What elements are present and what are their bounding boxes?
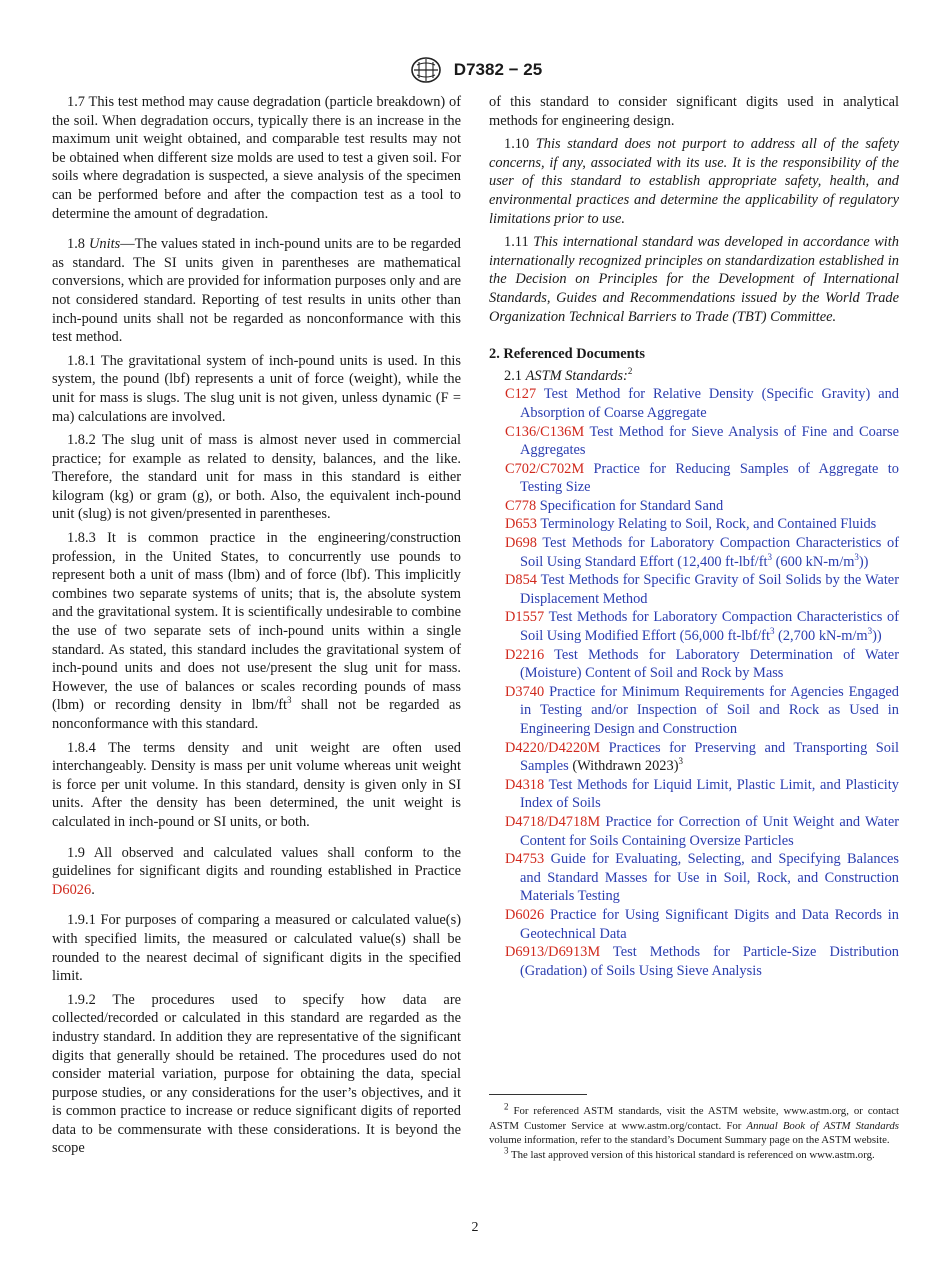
ref-code[interactable]: D854 (505, 572, 537, 589)
ref-title-part: )) (858, 553, 869, 570)
ref-code[interactable]: D698 (505, 535, 537, 552)
ref-item-d6913[interactable] (489, 943, 899, 980)
ref-item-c778[interactable] (489, 497, 899, 516)
para-1-9-text-b: . (91, 881, 95, 898)
ref-code[interactable]: D3740 (505, 683, 545, 700)
ref-title-part: )) (872, 628, 882, 645)
ref-code[interactable]: D4718/D4718M (505, 813, 601, 830)
ref-item-d854[interactable] (489, 571, 899, 608)
para-1-8-3-text-a: 1.8.3 It is common practice in the engineering/construction profession, in the United States, to concurrently use pounds to represent both a unit of mass (lbm) and of force (lbf). This implicitly combines two separate systems of units; that is, the absolute system and the gravitational system. It is scientifically undesirable to combine the use of two separate sets of inch-pound units within a single standard. As stated, this standard includes the gravitational system of inch-pound units and does not use/present the slug unit for mass. However, the use of balances or scales recording pounds of mass (lbm) or recording density in lbm/ft (52, 530, 461, 714)
para-1-10-text: This standard does not purport to address all of the safety concerns, if any, associated with its use. It is the responsibility of the user of this standard to establish appropriate safety, health, and environmental practices and determine the applicability of regulatory limitations prior to use. (489, 136, 899, 227)
para-1-8-4: 1.8.4 The terms density and unit weight are often used interchangeably. Density is mass per unit volume whereas unit weight is force per unit volume. In this standard, density is given only in SI units. After the density has been determined, the unit weight is calculated in inch-pound or SI units, or both. (52, 739, 461, 830)
footnote-2 (489, 1101, 899, 1148)
para-1-8-text: —The values stated in inch-pound units are to be regarded as standard. The SI units given in parentheses are mathematical conversions, which are provided for information purposes only and are not considered standard. Reporting of test results in units other than inch-pound units shall not be regarded as nonconformance with this test method. (52, 236, 461, 346)
ref-item-d3740[interactable] (489, 683, 899, 739)
footnote-ref-3[interactable]: 3 (678, 756, 683, 767)
ref-title[interactable]: Guide for Evaluating, Selecting, and Specifying Balances and Standard Masses for Use in Soil, Rock, and Construction Materials Testing (520, 851, 899, 905)
ref-item-d4220[interactable] (489, 739, 899, 776)
para-1-8-3 (52, 529, 461, 734)
ref-title[interactable]: Terminology Relating to Soil, Rock, and Contained Fluids (540, 516, 877, 533)
section-2-title: 2. Referenced Documents (489, 346, 645, 363)
footnotes (489, 1101, 899, 1162)
footnote-2-italic: Annual Book of ASTM Standards (746, 1119, 899, 1132)
para-2-1 (489, 367, 899, 386)
para-1-8-label: Units (89, 236, 121, 253)
ref-item-c127[interactable] (489, 385, 899, 422)
para-1-11-text: This international standard was developed in accordance with internationally recognized principles on standardization established in the Decision on Principles for the Development of International Standards, Guides and Recommendations issued by the World Trade Organization Technical Barriers to Trade (TBT) Committee. (489, 234, 899, 325)
ref-code[interactable]: D653 (505, 516, 537, 533)
para-1-8 (52, 235, 461, 347)
para-1-8-3-text-b: shall not be regarded as nonconformance with this standard. (52, 697, 461, 732)
ref-title[interactable]: Specification for Standard Sand (539, 497, 724, 514)
ref-title-part: Test Methods for Laboratory Compaction Characteristics of Soil Using Modified Effort (56,000 ft-lbf/ft (520, 609, 899, 645)
footnote-ref-2[interactable]: 2 (627, 365, 633, 376)
ref-item-d6026[interactable] (489, 906, 899, 943)
footnote-3-text: The last approved version of this historical standard is referenced on www.astm.org. (508, 1148, 875, 1161)
superscript: 3 (769, 626, 775, 637)
para-1-8-number: 1.8 (67, 236, 85, 253)
ref-item-d653[interactable] (489, 515, 899, 534)
ref-item-d1557[interactable] (489, 608, 899, 645)
ref-item-d4753[interactable] (489, 850, 899, 906)
ref-item-d2216[interactable] (489, 646, 899, 683)
right-column (489, 93, 899, 980)
superscript: 3 (767, 551, 773, 562)
para-1-11 (489, 233, 899, 326)
ref-title[interactable]: Practice for Minimum Requirements for Agencies Engaged in Testing and/or Inspection of Soil and Rock as Used in Engineering Design and Construction (520, 683, 899, 737)
referenced-documents-list (489, 385, 899, 980)
footnote-2-text-b: volume information, refer to the standard’s Document Summary page on the ASTM website. (489, 1134, 890, 1146)
footnote-2-text-a: For referenced ASTM standards, visit the ASTM website, www.astm.org, or contact ASTM Customer Service at www.astm.org/contact. For (489, 1105, 899, 1132)
ref-code[interactable]: C136/C136M (505, 423, 585, 440)
page-header (0, 56, 950, 84)
ref-code[interactable]: D2216 (505, 646, 545, 663)
ref-item-c136[interactable] (489, 423, 899, 460)
ref-item-d4718[interactable] (489, 813, 899, 850)
ref-title-part: (600 kN-m/m (772, 553, 855, 570)
ref-title[interactable]: Practice for Reducing Samples of Aggregate to Testing Size (520, 460, 899, 496)
ref-title[interactable]: Test Method for Relative Density (Specific Gravity) and Absorption of Coarse Aggregate (520, 386, 899, 421)
ref-title[interactable]: Test Methods for Laboratory Determination of Water (Moisture) Content of Soil and Rock by Mass (520, 646, 899, 682)
ref-item-d4318[interactable] (489, 776, 899, 813)
ref-title[interactable]: Practice for Using Significant Digits and Data Records in Geotechnical Data (520, 906, 899, 942)
link-d6026[interactable]: D6026 (52, 881, 92, 898)
footnote-number: 2 (504, 1101, 509, 1112)
ref-title[interactable]: Practices for Preserving and Transporting Soil Samples (520, 739, 899, 775)
para-2-1-number: 2.1 (504, 367, 522, 384)
para-1-8-1: 1.8.1 The gravitational system of inch-pound units is used. In this system, the pound (lbf) represents a unit of force (weight), while the unit for mass is slugs. The slug unit is not given, unless dynamic (F = ma) calculations are involved. (52, 352, 461, 425)
footnote-divider (489, 1094, 587, 1095)
para-1-11-number: 1.11 (504, 234, 529, 251)
ref-title[interactable]: Test Methods for Specific Gravity of Soil Solids by the Water Displacement Method (520, 572, 899, 607)
astm-logo-icon (408, 56, 444, 84)
ref-title[interactable] (520, 609, 899, 644)
ref-title-part: Test Methods for Laboratory Compaction Characteristics of Soil Using Standard Effort (12,400 ft-lbf/ft (520, 535, 899, 570)
ref-code[interactable]: C702/C702M (505, 460, 585, 477)
ref-code[interactable]: C778 (505, 497, 537, 514)
ref-code[interactable]: D6026 (505, 906, 545, 923)
para-2-1-label: ASTM Standards: (525, 367, 628, 384)
para-1-9-1: 1.9.1 For purposes of comparing a measured or calculated value(s) with specified limits, the measured or calculated value(s) shall be rounded to the nearest decimal of significant digits in the specified limit. (52, 912, 461, 985)
footnote-number: 3 (504, 1144, 509, 1155)
ref-code[interactable]: D4318 (505, 776, 545, 793)
superscript: 3 (287, 695, 292, 706)
ref-code[interactable]: C127 (505, 386, 537, 403)
ref-title[interactable]: Test Methods for Liquid Limit, Plastic Limit, and Plasticity Index of Soils (520, 776, 899, 812)
para-1-10-number: 1.10 (504, 136, 530, 153)
para-1-7: 1.7 This test method may cause degradation (particle breakdown) of the soil. When degradation occurs, typically there is an increase in the maximum unit weight obtained, and comparable test results may not be obtained when different size molds are used to test a given soil. For soils where degradation is suspected, a sieve analysis of the specimen can be performed before and after the compaction test as a tool to determine the amount of degradation. (52, 94, 461, 222)
para-1-9-text-a: 1.9 All observed and calculated values shall conform to the guidelines for significant digits and rounding established in Practice (52, 844, 461, 880)
superscript: 3 (867, 626, 873, 637)
ref-item-d698[interactable] (489, 534, 899, 571)
para-1-8-2: 1.8.2 The slug unit of mass is almost never used in commercial practice; for example as related to density, balances, and the like. Therefore, the standard unit for mass in this standard is either kilogram (kg) or gram (g), or both. Also, the equivalent inch-pound unit (slug) is not given/presented in parentheses. (52, 432, 461, 523)
para-1-9 (52, 844, 461, 900)
footnote-3 (489, 1144, 899, 1163)
ref-code[interactable]: D4220/D4220M (505, 739, 601, 756)
para-1-10 (489, 135, 899, 228)
ref-title[interactable]: Test Method for Sieve Analysis of Fine and Coarse Aggregates (520, 423, 900, 459)
document-designation: D7382 − 25 (453, 60, 543, 79)
ref-code[interactable]: D1557 (505, 609, 545, 626)
para-1-9-2-continued: of this standard to consider significant digits used in analytical methods for engineering design. (489, 94, 899, 129)
ref-code[interactable]: D6913/D6913M (505, 944, 601, 961)
ref-note: (Withdrawn 2023) (568, 758, 679, 775)
left-column (52, 93, 461, 1158)
ref-title-part: (2,700 kN-m/m (774, 628, 868, 645)
ref-code[interactable]: D4753 (505, 851, 545, 868)
ref-item-c702[interactable] (489, 460, 899, 497)
ref-title[interactable]: Test Methods for Particle-Size Distribution (Gradation) of Soils Using Sieve Analysis (520, 944, 899, 979)
superscript: 3 (854, 551, 859, 562)
para-1-9-2: 1.9.2 The procedures used to specify how data are collected/recorded or calculated in this standard are regarded as the industry standard. In addition they are representative of the significant digits that generally should be retained. The procedures used do not consider material variation, purpose for obtaining the data, special purpose studies, or any considerations for the user’s objectives, and it is common practice to increase or reduce significant digits of reported data to be commensurate with these considerations. It is beyond the scope (52, 991, 461, 1157)
page-number: 2 (471, 1220, 479, 1235)
ref-title[interactable] (520, 535, 899, 570)
ref-title[interactable]: Practice for Correction of Unit Weight and Water Content for Soils Containing Oversize Particles (520, 813, 899, 849)
